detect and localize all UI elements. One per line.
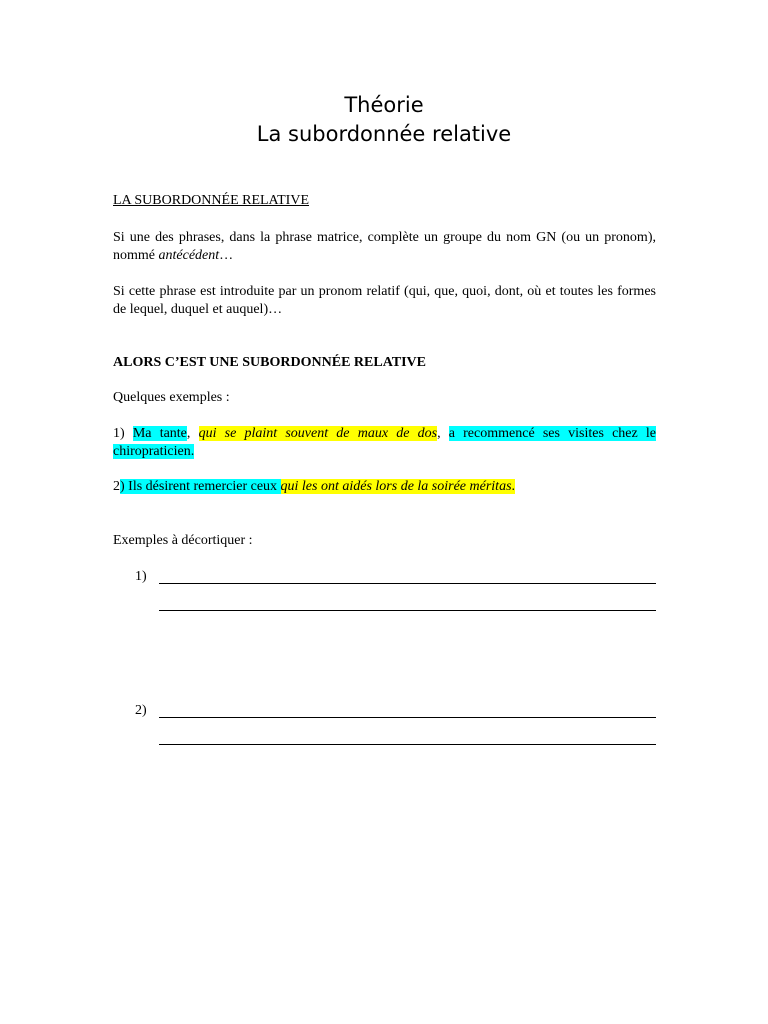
example-2 [113,478,656,496]
example-1-main-clause-start: Ma tante [132,426,187,441]
example-2-period: . [511,479,516,494]
answer-line[interactable] [159,610,656,611]
example-1-comma-2: , [437,426,449,441]
definition-paragraph-2: Si cette phrase est introduite par un pronom relatif (qui, que, quoi, dont, où et toutes les formes de lequel, duquel et auquel)… [113,284,656,317]
example-1-main-clause-end: a recommencé ses visites chez le chiropraticien. [113,426,657,459]
title-line-2: La subordonnée relative [256,122,512,146]
definition-paragraph-1 [113,229,656,265]
example-2-main-clause: ) Ils désirent remercier ceux [120,479,281,494]
paragraph1-text: Si une des phrases, dans la phrase matrice, complète un groupe du nom GN (ou un pronom), nommé [113,230,656,263]
exercise-1-number: 1) [135,569,147,584]
antecedent-term: antécédent [158,248,220,263]
example-1-comma: , [186,426,199,441]
exercise-intro: Exemples à décortiquer : [113,533,253,548]
paragraph1-ellipsis: … [219,248,234,263]
exercise-2-continuation [113,729,656,749]
examples-intro: Quelques exemples : [113,390,230,405]
document-title [0,91,768,149]
example-1-number: 1) [113,426,133,441]
exercise-1-continuation [113,595,656,615]
answer-line[interactable] [159,583,656,584]
answer-line[interactable] [159,744,656,745]
example-1 [113,425,656,461]
example-2-relative-clause: qui les ont aidés lors de la soirée méritas [280,479,512,494]
example-2-number: 2 [113,479,120,494]
exercise-2-number: 2) [135,703,147,718]
title-line-1: Théorie [344,93,424,117]
exercise-1 [113,568,656,588]
conclusion-heading: ALORS C’EST UNE SUBORDONNÉE RELATIVE [113,355,426,370]
example-1-relative-clause: qui se plaint souvent de maux de dos [198,426,438,441]
section-heading: LA SUBORDONNÉE RELATIVE [113,193,309,208]
answer-line[interactable] [159,717,656,718]
exercise-2 [113,702,656,722]
